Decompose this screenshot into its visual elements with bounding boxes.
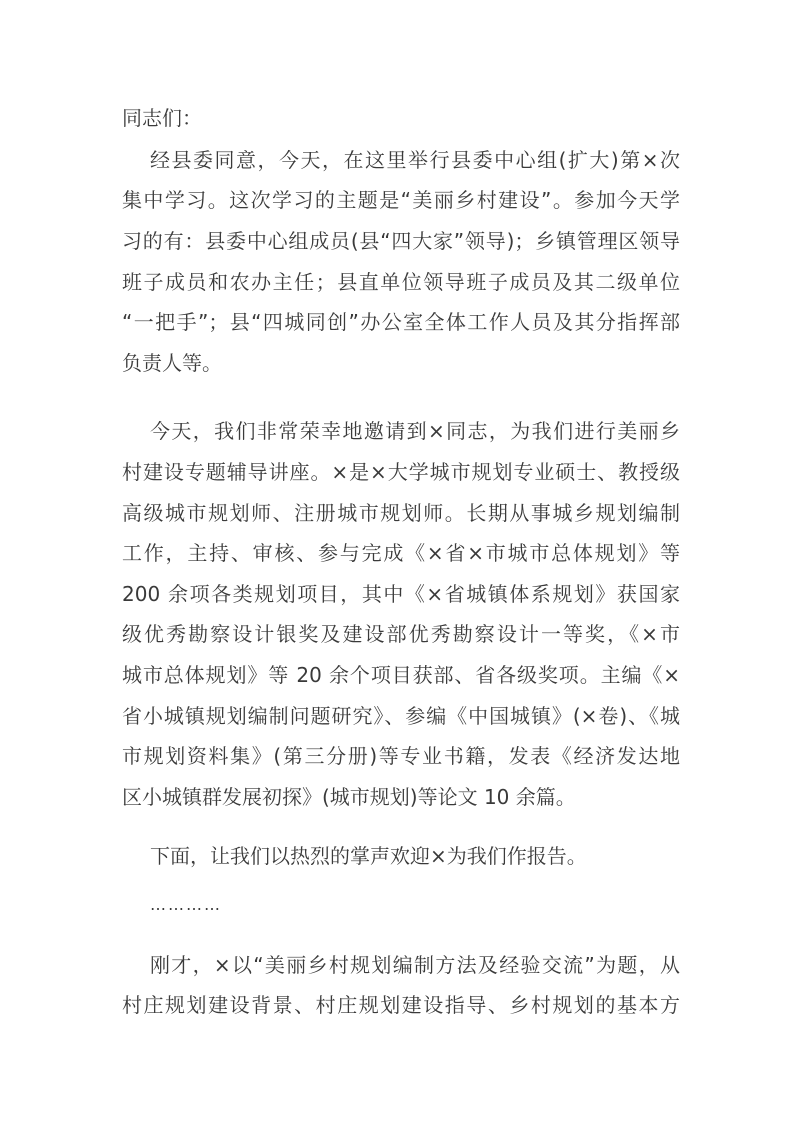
ellipsis-separator: ………… [150, 895, 222, 914]
text-line: 班子成员和农办主任；县直单位领导班子成员及其二级单位 [122, 270, 680, 294]
paragraph-welcome: 下面，让我们以热烈的掌声欢迎×为我们作报告。 [150, 844, 587, 868]
text-line: 习的有：县委中心组成员(县“四大家”领导)；乡镇管理区领导 [122, 229, 680, 253]
text-line: 高级城市规划师、注册城市规划师。长期从事城乡规划编制 [122, 501, 680, 525]
text-line: 省小城镇规划编制问题研究》、参编《中国城镇》(×卷)、《城 [122, 704, 680, 728]
text-line: “一把手”；县“四城同创”办公室全体工作人员及其分指挥部 [122, 310, 680, 334]
text-line: 村建设专题辅导讲座。×是×大学城市规划专业硕士、教授级 [122, 460, 680, 484]
text-line: 200 余项各类规划项目，其中《×省城镇体系规划》获国家 [122, 582, 680, 606]
text-line: 今天，我们非常荣幸地邀请到×同志，为我们进行美丽乡 [150, 419, 680, 443]
text-line: 工作，主持、审核、参与完成《×省×市城市总体规划》等 [122, 541, 680, 565]
text-line: 负责人等。 [122, 351, 222, 375]
salutation: 同志们： [122, 106, 202, 130]
text-line: 区小城镇群发展初探》(城市规划)等论文 10 余篇。 [122, 785, 576, 809]
text-line: 集中学习。这次学习的主题是“美丽乡村建设”。参加今天学 [122, 188, 680, 212]
text-line: 城市总体规划》等 20 余个项目获部、省各级奖项。主编《× [122, 663, 680, 687]
text-line: 市规划资料集》(第三分册)等专业书籍，发表《经济发达地 [122, 744, 680, 768]
text-line: 刚才，×以“美丽乡村规划编制方法及经验交流”为题，从 [150, 953, 680, 977]
text-line: 级优秀勘察设计银奖及建设部优秀勘察设计一等奖，《×市 [122, 622, 680, 646]
text-line: 村庄规划建设背景、村庄规划建设指导、乡村规划的基本方 [122, 993, 680, 1017]
text-line: 经县委同意，今天，在这里举行县委中心组(扩大)第×次 [150, 148, 680, 172]
